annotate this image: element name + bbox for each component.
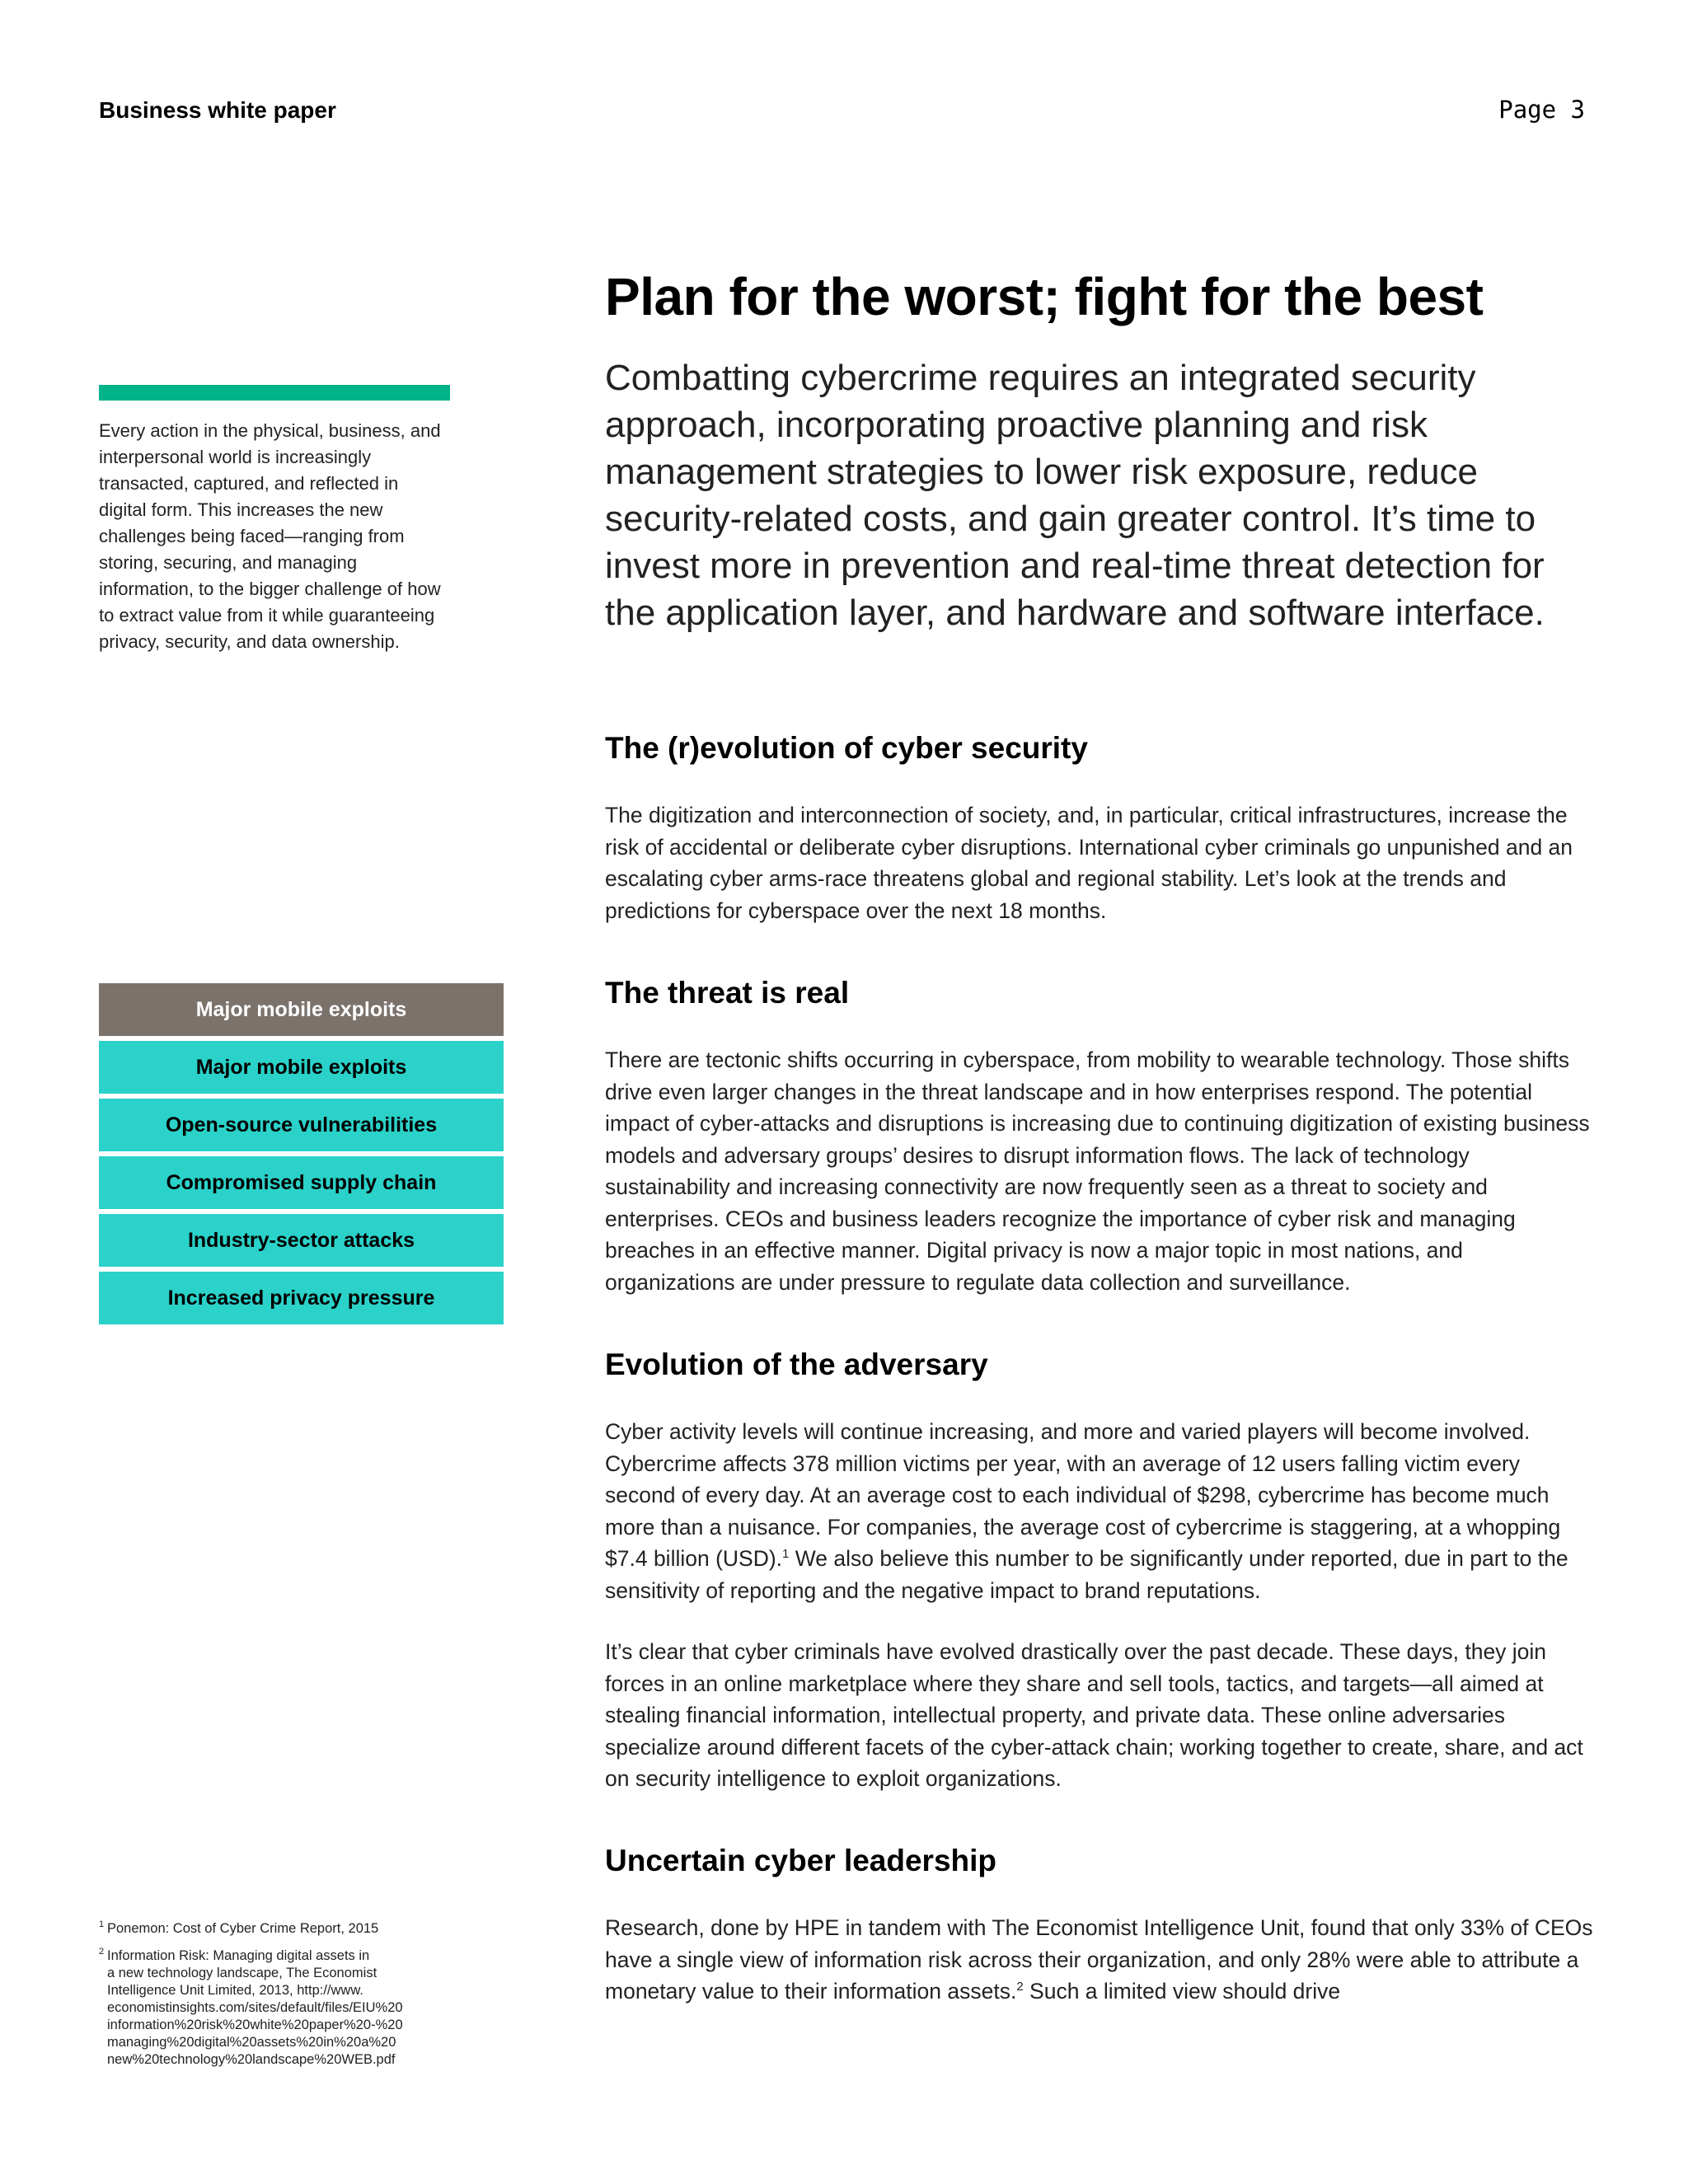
paragraph-text: Cyber activity levels will continue increasing, and more and varied players will become involved. Cybercrime affects 378 million victims per year, with an average of 12 users falling victim every second of every day. At an average cost to each individual of $298, cybercrime has become much more than a nuisance. For companies, the average cost of cybercrime is staggering, at a whopping $7.4 billion (USD). [605, 1419, 1561, 1571]
page-title: Plan for the worst; fight for the best [605, 267, 1484, 326]
footnote-number: 2 [99, 1947, 105, 1957]
mobile-exploits-table [99, 983, 504, 1329]
section-paragraph: There are tectonic shifts occurring in cyberspace, from mobility to wearable technology. Those shifts drive even larger changes in the threat landscape and in how enterprises respond. The potential impact of cyber-attacks and disruptions is increasing due to continuing digitization of existing business models and adversary groups’ desires to disrupt information flows. The lack of technology sustainability and increasing connectivity are now frequently seen as a threat to society and enterprises. CEOs and business leaders recognize the importance of cyber risk and managing breaches in an effective manner. Digital privacy is now a major topic in most nations, and organizations are under pressure to regulate data collection and surveillance. [605, 1047, 1590, 1295]
section-paragraph: The digitization and interconnection of society, and, in particular, critical infrastructures, increase the risk of accidental or deliberate cyber disruptions. International cyber criminals go unpunished and an escalating cyber arms-race threatens global and regional stability. Let’s look at the trends and predictions for cyberspace over the next 18 months. [605, 803, 1573, 923]
exploits-table-row: Increased privacy pressure [99, 1272, 504, 1324]
footnote-ref: 1 [782, 1547, 790, 1562]
exploits-table-row: Major mobile exploits [99, 1041, 504, 1094]
sidebar-accent-bar [99, 385, 450, 401]
section-heading: Evolution of the adversary [605, 1347, 988, 1381]
paragraph-text: Research, done by HPE in tandem with The Economist Intelligence Unit, found that only 33% of CEOs have a single view of information risk across their organization, and only 28% were able to attribute a monetary value to their information assets. [605, 1915, 1593, 2004]
paragraph-text: We also believe this number to be significantly under reported, due in part to the sensitivity of reporting and the negative impact to brand reputations. [605, 1546, 1568, 1603]
document-label: Business white paper [99, 97, 336, 123]
section-heading: The threat is real [605, 976, 850, 1010]
section-paragraph [605, 1416, 1594, 1606]
section-paragraph [605, 1912, 1594, 2008]
exploits-table-row: Open-source vulnerabilities [99, 1099, 504, 1151]
section-paragraph: It’s clear that cyber criminals have evolved drastically over the past decade. These days, they join forces in an online marketplace where they share and sell tools, tactics, and targets—all aimed at stealing financial information, intellectual property, and private data. These online adversaries specialize around different facets of the cyber-attack chain; working together to create, share, and act on security intelligence to exploit organizations. [605, 1639, 1583, 1791]
footnote-number: 1 [99, 1919, 105, 1929]
footnote-1 [99, 1920, 462, 1938]
page-number: Page 3 [1498, 96, 1585, 124]
exploits-table-row: Compromised supply chain [99, 1156, 504, 1209]
lead-paragraph: Combatting cybercrime requires an integrated security approach, incorporating proactive planning and risk management strategies to lower risk exposure, reduce security-related costs, and gain greater control. It’s time to invest more in prevention and real-time threat detection for the application layer, and hardware and software interface. [605, 358, 1545, 633]
sidebar-intro-text: Every action in the physical, business, and interpersonal world is increasingly transacted, captured, and reflected in digital form. This increases the new challenges being faced—ranging from storing, securing, and managing information, to the bigger challenge of how to extract value from it while guaranteeing privacy, security, and data ownership. [99, 420, 441, 652]
section-heading: Uncertain cyber leadership [605, 1844, 997, 1877]
footnotes [99, 1920, 462, 2079]
paragraph-text: Such a limited view should drive [1023, 1979, 1341, 2004]
footnote-2 [99, 1947, 462, 2069]
footnote-text: Ponemon: Cost of Cyber Crime Report, 2015 [107, 1921, 379, 1936]
exploits-table-header: Major mobile exploits [99, 983, 504, 1036]
exploits-table-row: Industry-sector attacks [99, 1214, 504, 1267]
footnote-ref: 2 [1016, 1980, 1024, 1994]
footnote-text: Information Risk: Managing digital assets in a new technology landscape, The Economist Intelligence Unit Limited, 2013, http://www. economistinsights.com/sites/default/files/EIU%20 information%20risk%20white%20paper%20-%20 managing%20digital%20assets%20in%20a%20 new%20technology%20landscape%20WEB.pdf [107, 1948, 403, 2067]
section-heading: The (r)evolution of cyber security [605, 731, 1088, 765]
main-content [605, 264, 1594, 2004]
